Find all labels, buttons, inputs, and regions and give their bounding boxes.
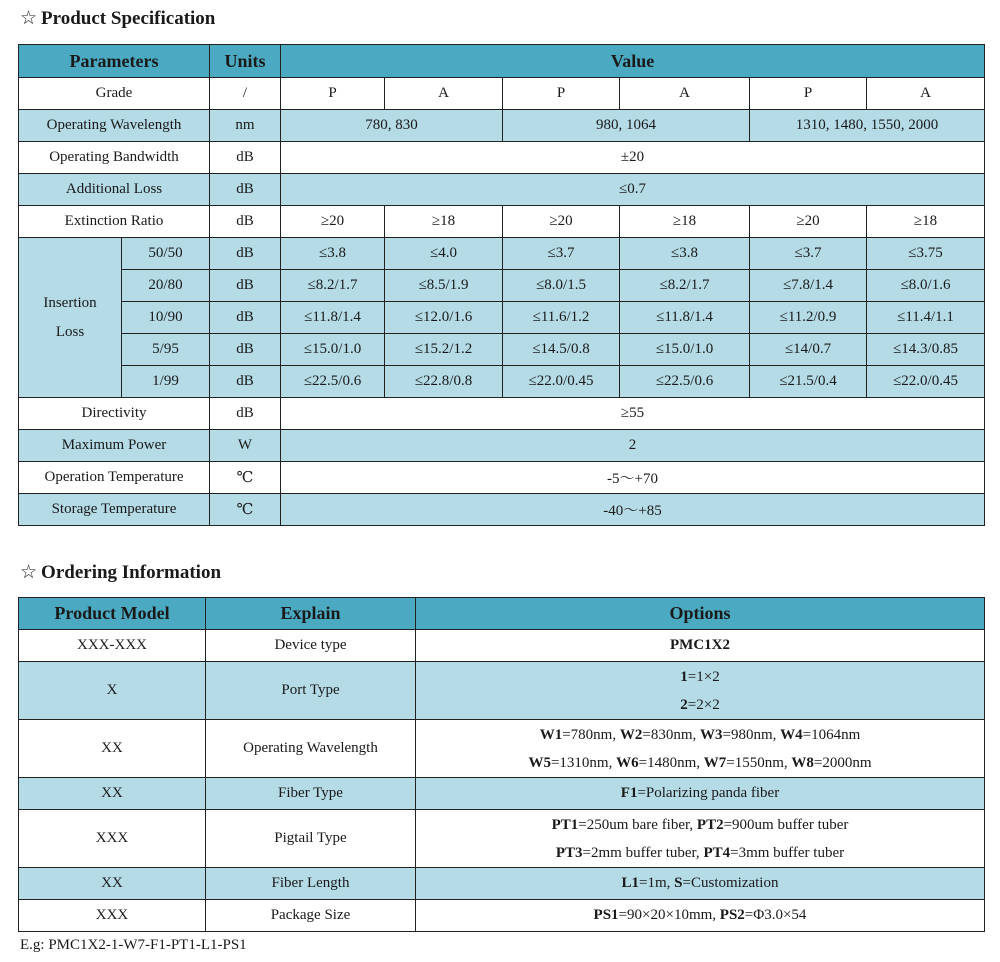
spec-table (18, 44, 985, 526)
row-insertion-loss: 5/95 dB ≤15.0/1.0 ≤15.2/1.2 ≤14.5/0.8 ≤15.0/1.0 ≤14/0.7 ≤14.3/0.85 (19, 334, 985, 366)
row-additional-loss: Additional Loss dB ≤0.7 (19, 174, 985, 206)
row-storage-temperature: Storage Temperature ℃ -40～+85 (19, 494, 985, 526)
order-row-fiber-length: XX Fiber Length L1=1m, S=Customization (19, 868, 985, 900)
row-max-power: Maximum Power W 2 (19, 430, 985, 462)
row-wavelength: Operating Wavelength nm 780, 830 980, 1064 1310, 1480, 1550, 2000 (19, 110, 985, 142)
star-icon: ☆ (20, 8, 38, 29)
row-operation-temperature: Operation Temperature ℃ -5～+70 (19, 462, 985, 494)
order-row-device-type: XXX-XXX Device type PMC1X2 (19, 630, 985, 662)
ordering-table (18, 597, 985, 932)
header-explain: Explain (206, 598, 416, 630)
header-parameters: Parameters (19, 45, 210, 78)
order-row-port-type: X Port Type 1=1×2 2=2×2 (19, 662, 985, 720)
row-directivity: Directivity dB ≥55 (19, 398, 985, 430)
order-row-operating-wavelength: XX Operating Wavelength W1=780nm, W2=830nm, W3=980nm, W4=1064nm W5=1310nm, W6=1480nm, W7=1550nm, W8=2000nm (19, 720, 985, 778)
row-grade: Grade / P A P A P A (19, 78, 985, 110)
header-product-model: Product Model (19, 598, 206, 630)
row-insertion-loss: 10/90 dB ≤11.8/1.4 ≤12.0/1.6 ≤11.6/1.2 ≤11.8/1.4 ≤11.2/0.9 ≤11.4/1.1 (19, 302, 985, 334)
order-row-package-size: XXX Package Size PS1=90×20×10mm, PS2=Φ3.0×54 (19, 900, 985, 932)
ordering-section-title: ☆ Ordering Information (20, 562, 222, 583)
header-units: Units (210, 45, 281, 78)
row-extinction-ratio: Extinction Ratio dB ≥20 ≥18 ≥20 ≥18 ≥20 ≥18 (19, 206, 985, 238)
order-row-pigtail-type: XXX Pigtail Type PT1=250um bare fiber, PT2=900um buffer tuber PT3=2mm buffer tuber, PT4=3mm buffer tuber (19, 810, 985, 868)
star-icon: ☆ (20, 562, 38, 583)
order-row-fiber-type: XX Fiber Type F1=Polarizing panda fiber (19, 778, 985, 810)
row-insertion-loss: 1/99 dB ≤22.5/0.6 ≤22.8/0.8 ≤22.0/0.45 ≤22.5/0.6 ≤21.5/0.4 ≤22.0/0.45 (19, 366, 985, 398)
row-insertion-loss: 20/80 dB ≤8.2/1.7 ≤8.5/1.9 ≤8.0/1.5 ≤8.2/1.7 ≤7.8/1.4 ≤8.0/1.6 (19, 270, 985, 302)
ordering-example: E.g: PMC1X2-1-W7-F1-PT1-L1-PS1 (20, 937, 247, 953)
row-bandwidth: Operating Bandwidth dB ±20 (19, 142, 985, 174)
insertion-loss-label: Insertion Loss (19, 238, 122, 398)
header-value: Value (281, 45, 985, 78)
header-options: Options (416, 598, 985, 630)
spec-section-title: ☆ Product Specification (20, 8, 216, 29)
row-insertion-loss: Insertion Loss 50/50 dB ≤3.8 ≤4.0 ≤3.7 ≤3.8 ≤3.7 ≤3.75 (19, 238, 985, 270)
